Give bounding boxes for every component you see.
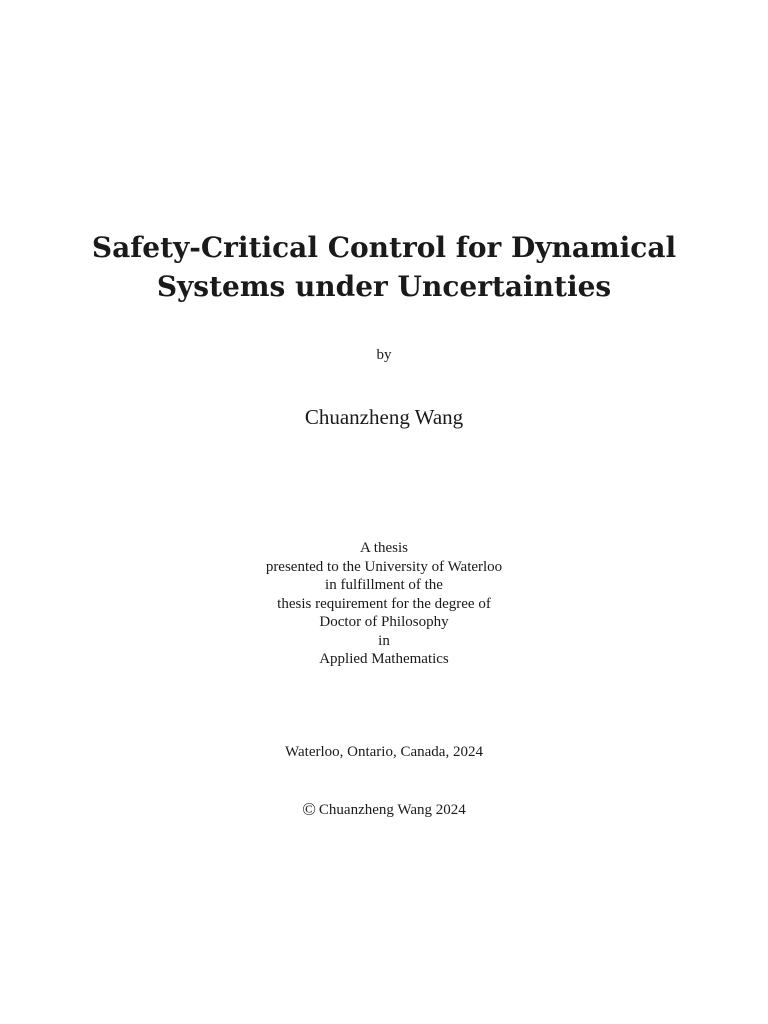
thesis-statement: [0, 539, 768, 669]
thesis-title: [0, 228, 768, 306]
thesis-line-2: presented to the University of Waterloo: [265, 558, 503, 575]
thesis-line-4: thesis requirement for the degree of: [277, 595, 491, 612]
title-line-2: Systems under Uncertainties: [156, 270, 612, 303]
thesis-line-3: in fulfillment of the: [325, 577, 443, 593]
thesis-line-5: Doctor of Philosophy: [319, 614, 449, 630]
title-line-1: Safety-Critical Control for Dynamical: [91, 231, 677, 264]
by-label: by: [376, 347, 392, 363]
thesis-line-7: Applied Mathematics: [319, 651, 449, 667]
copyright-text: Chuanzheng Wang 2024: [318, 802, 466, 818]
thesis-line-1: A thesis: [360, 540, 408, 556]
copyright-notice: [0, 799, 768, 820]
thesis-line-6: in: [378, 632, 390, 649]
copyright-icon: ©: [302, 799, 316, 819]
place-and-year: Waterloo, Ontario, Canada, 2024: [285, 744, 483, 760]
author-name: Chuanzheng Wang: [304, 405, 464, 429]
